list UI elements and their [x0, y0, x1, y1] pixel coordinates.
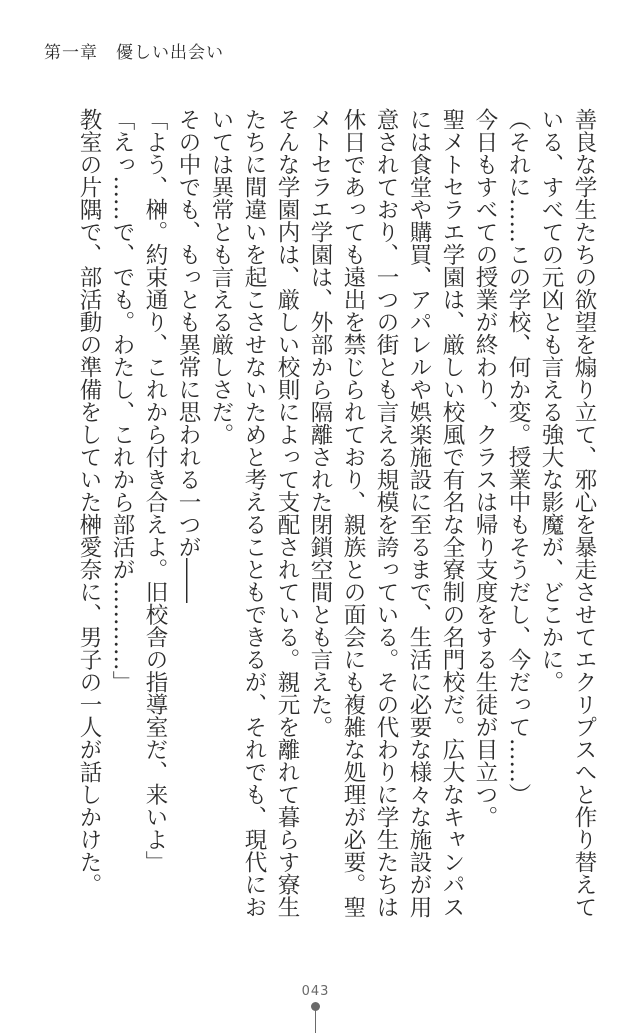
paragraph: （それに……この学校、何か変。授業中もそうだし、今だって……）: [505, 108, 531, 806]
vertical-body-text: [40, 108, 600, 936]
paragraph: 「えっ……で、でも。わたし、これから部活が…………」: [109, 108, 135, 693]
paragraph: 「よう、榊。約束通り、これから付き合えよ。旧校舎の指導室だ、来いよ」: [142, 108, 168, 873]
paragraph: そんな学園内は、厳しい校則によって支配されている。親元を離れて暮らす寮生たちに間違いを起こさせないためと考えることもできるが、それでも、現代においては異常とも言える厳しさだ。: [208, 108, 300, 918]
paragraph: その中でも、もっとも異常に思われる一つが――: [175, 108, 201, 603]
page-number: 043: [301, 984, 330, 999]
folio-line-ornament: [315, 1010, 316, 1033]
paragraph: 今日もすべての授業が終わり、クラスは帰り支度をする生徒が目立つ。: [472, 108, 498, 828]
running-header-chapter-title: 第一章 優しい出会い: [44, 43, 224, 63]
paragraph: 教室の片隅で、部活動の準備をしていた榊愛奈に、男子の一人が話しかけた。: [76, 108, 102, 896]
paragraph: 聖メトセラエ学園は、厳しい校風で有名な全寮制の名門校だ。広大なキャンパスには食堂や購買、アパレルや娯楽施設に至るまで、生活に必要な様々な施設が用意されており、一つの街とも言える規模を誇っている。その代わりに学生たちは休日であっても遠出を禁じられており、親族との面会にも複雑な処理が必要。聖メトセラエ学園は、外部から隔離された閉鎖空間とも言えた。: [307, 108, 465, 918]
paragraph: 善良な学生たちの欲望を煽り立て、邪心を暴走させてエクリプスへと作り替えている、すべての元凶とも言える強大な影魔が、どこかに。: [538, 108, 597, 918]
